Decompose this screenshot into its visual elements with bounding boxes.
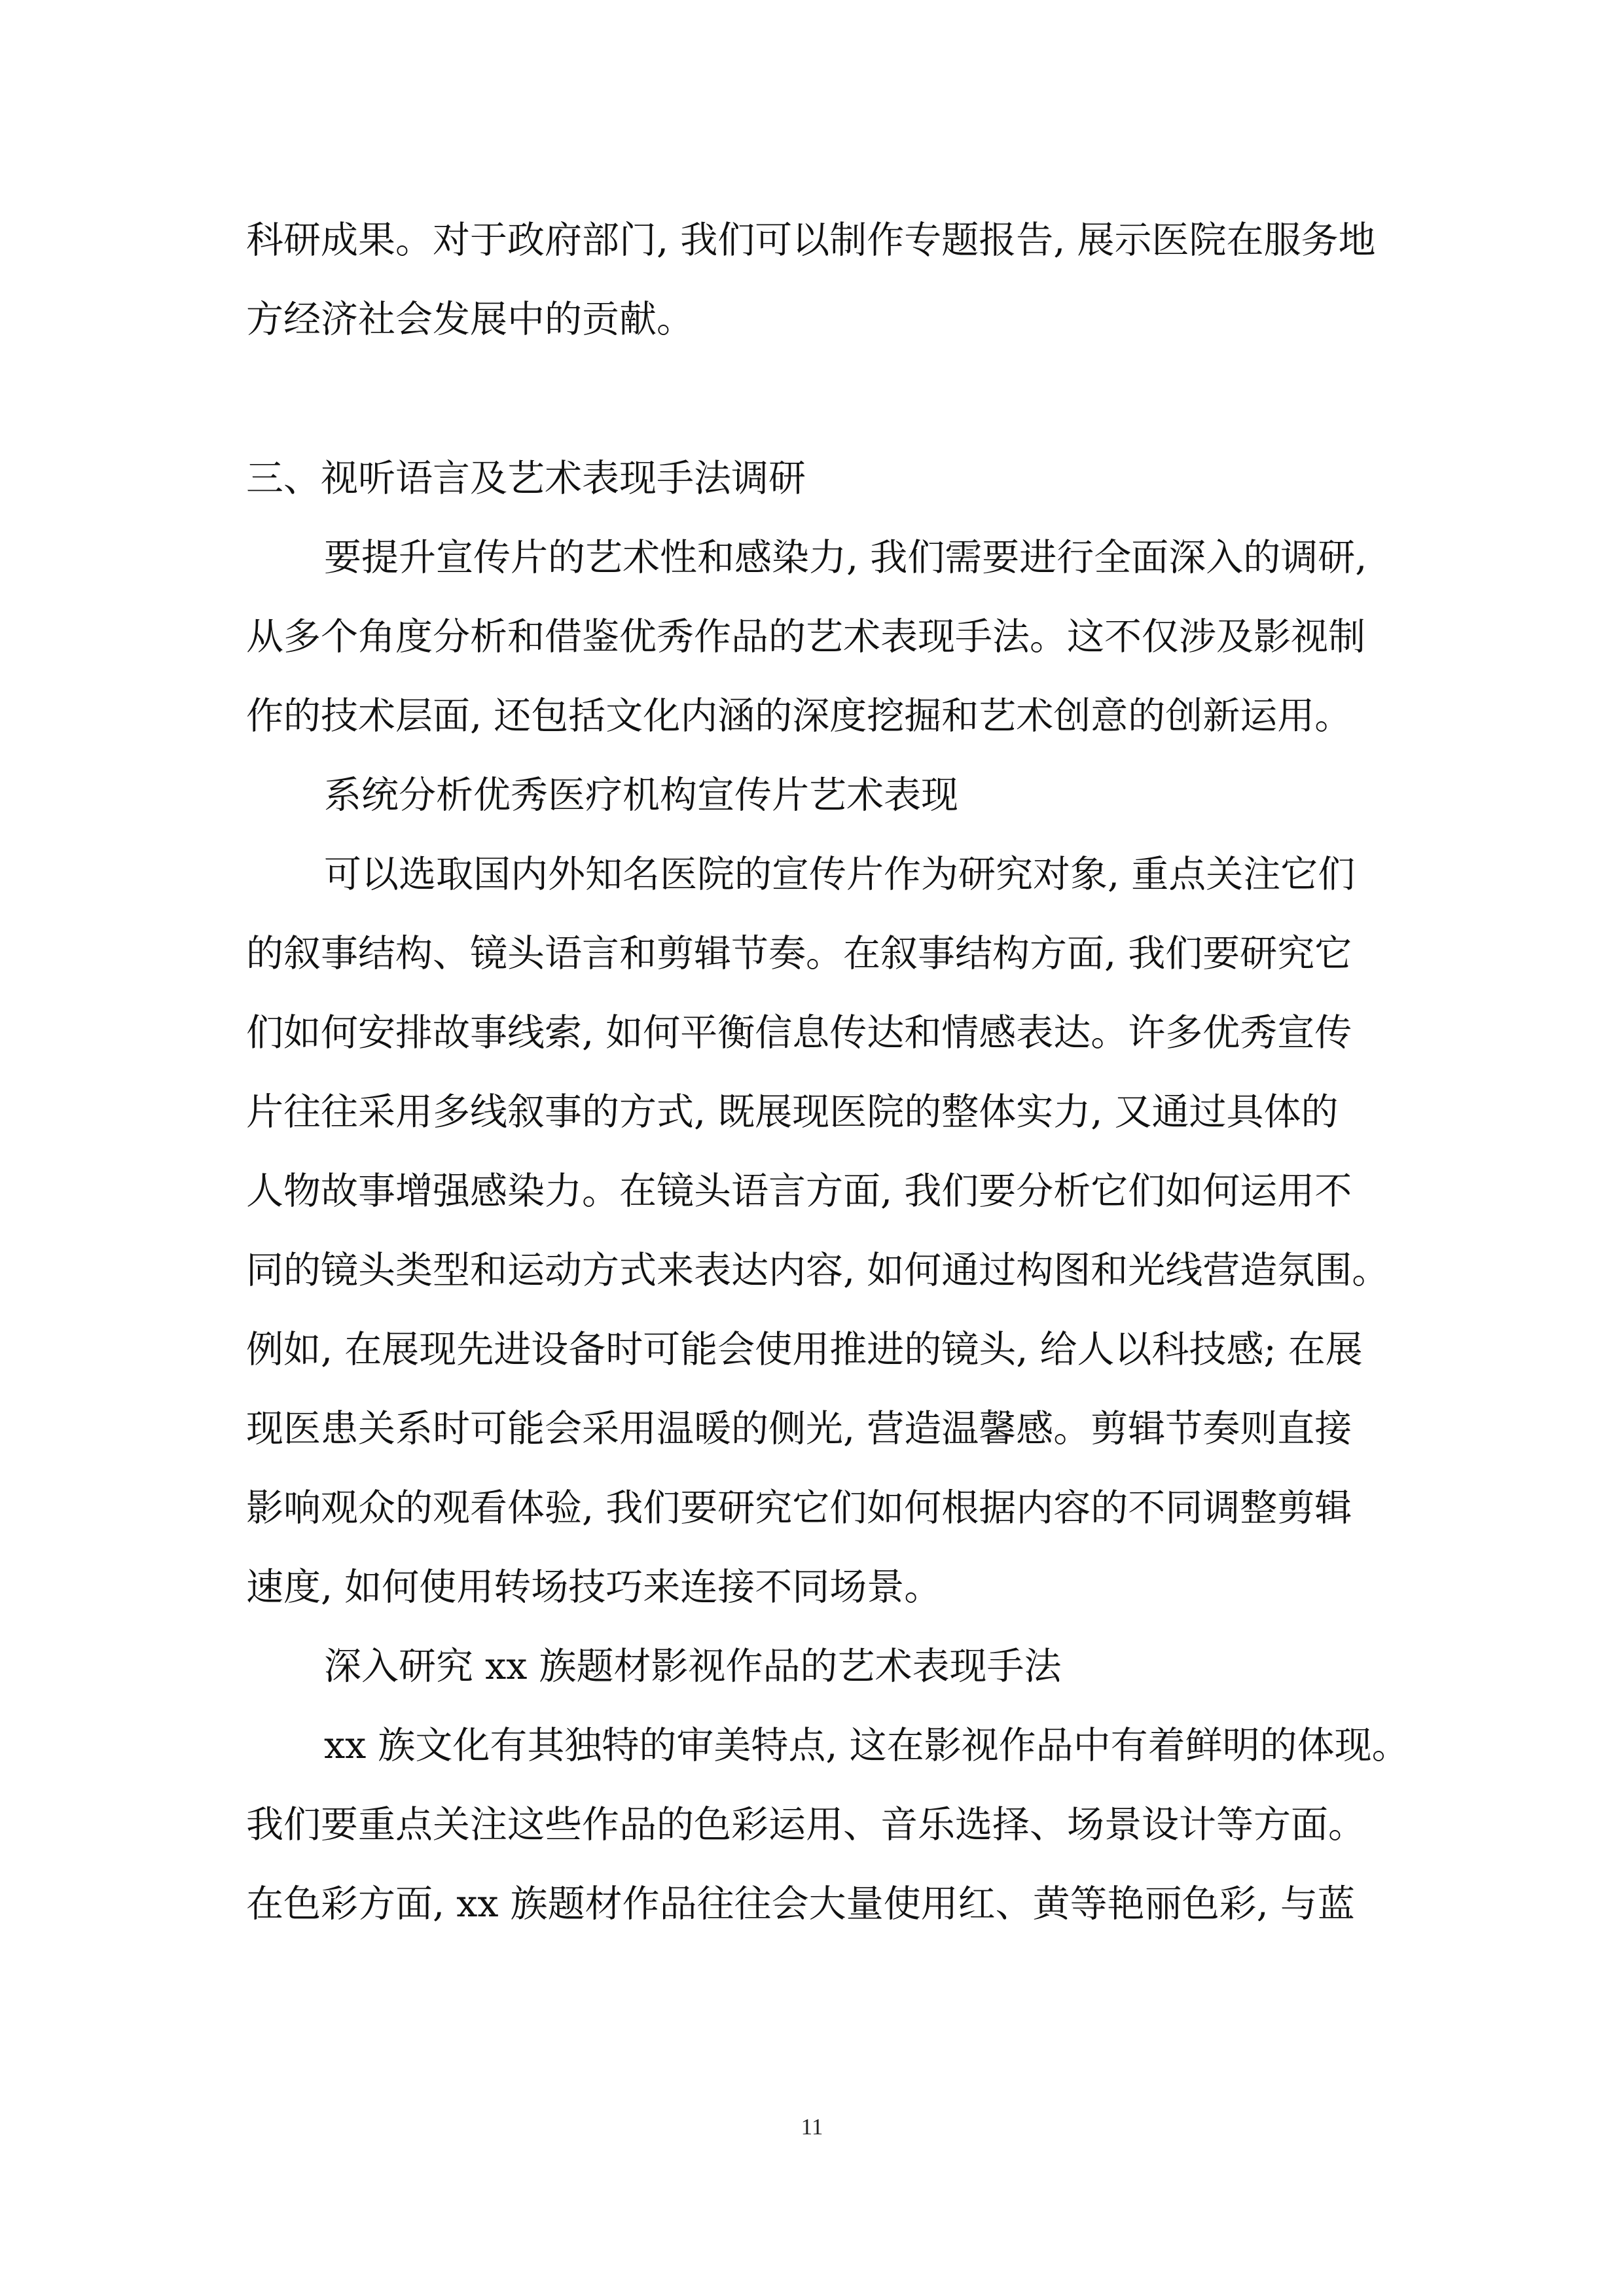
body-text-line: 影响观众的观看体验, 我们要研究它们如何根据内容的不同调整剪辑 [246, 1486, 1352, 1530]
body-text-line: 现医患关系时可能会采用温暖的侧光, 营造温馨感。剪辑节奏则直接 [246, 1407, 1352, 1450]
subsection-heading: 系统分析优秀医疗机构宣传片艺术表现 [324, 774, 958, 817]
body-text-line: 们如何安排故事线索, 如何平衡信息传达和情感表达。许多优秀宣传 [246, 1011, 1352, 1054]
body-text-line: 速度, 如何使用转场技巧来连接不同场景。 [246, 1566, 942, 1609]
page-number: 11 [801, 2114, 823, 2140]
body-text-line: 方经济社会发展中的贡献。 [246, 298, 694, 341]
body-text-line: 人物故事增强感染力。在镜头语言方面, 我们要分析它们如何运用不 [246, 1170, 1352, 1213]
body-text-line: 的叙事结构、镜头语言和剪辑节奏。在叙事结构方面, 我们要研究它 [246, 932, 1352, 975]
body-text-line: 我们要重点关注这些作品的色彩运用、音乐选择、场景设计等方面。 [246, 1803, 1365, 1846]
body-text-line: 科研成果。对于政府部门, 我们可以制作专题报告, 展示医院在服务地 [246, 219, 1376, 262]
body-text-line: 从多个角度分析和借鉴优秀作品的艺术表现手法。这不仅涉及影视制 [246, 615, 1365, 658]
subsection-heading: 深入研究 xx 族题材影视作品的艺术表现手法 [324, 1645, 1062, 1688]
body-text-line: 在色彩方面, xx 族题材作品往往会大量使用红、黄等艳丽色彩, 与蓝 [246, 1882, 1355, 1926]
section-heading: 三、视听语言及艺术表现手法调研 [246, 457, 806, 500]
body-text-line: 片往往采用多线叙事的方式, 既展现医院的整体实力, 又通过具体的 [246, 1090, 1339, 1134]
body-text-line: 同的镜头类型和运动方式来表达内容, 如何通过构图和光线营造氛围。 [246, 1249, 1390, 1292]
body-text-line: 例如, 在展现先进设备时可能会使用推进的镜头, 给人以科技感; 在展 [246, 1328, 1363, 1371]
paragraph-first-line: 可以选取国内外知名医院的宣传片作为研究对象, 重点关注它们 [324, 853, 1356, 896]
paragraph-first-line: xx 族文化有其独特的审美特点, 这在影视作品中有着鲜明的体现。 [324, 1724, 1409, 1767]
body-text-line: 作的技术层面, 还包括文化内涵的深度挖掘和艺术创意的创新运用。 [246, 694, 1352, 738]
paragraph-first-line: 要提升宣传片的艺术性和感染力, 我们需要进行全面深入的调研, [324, 536, 1367, 579]
